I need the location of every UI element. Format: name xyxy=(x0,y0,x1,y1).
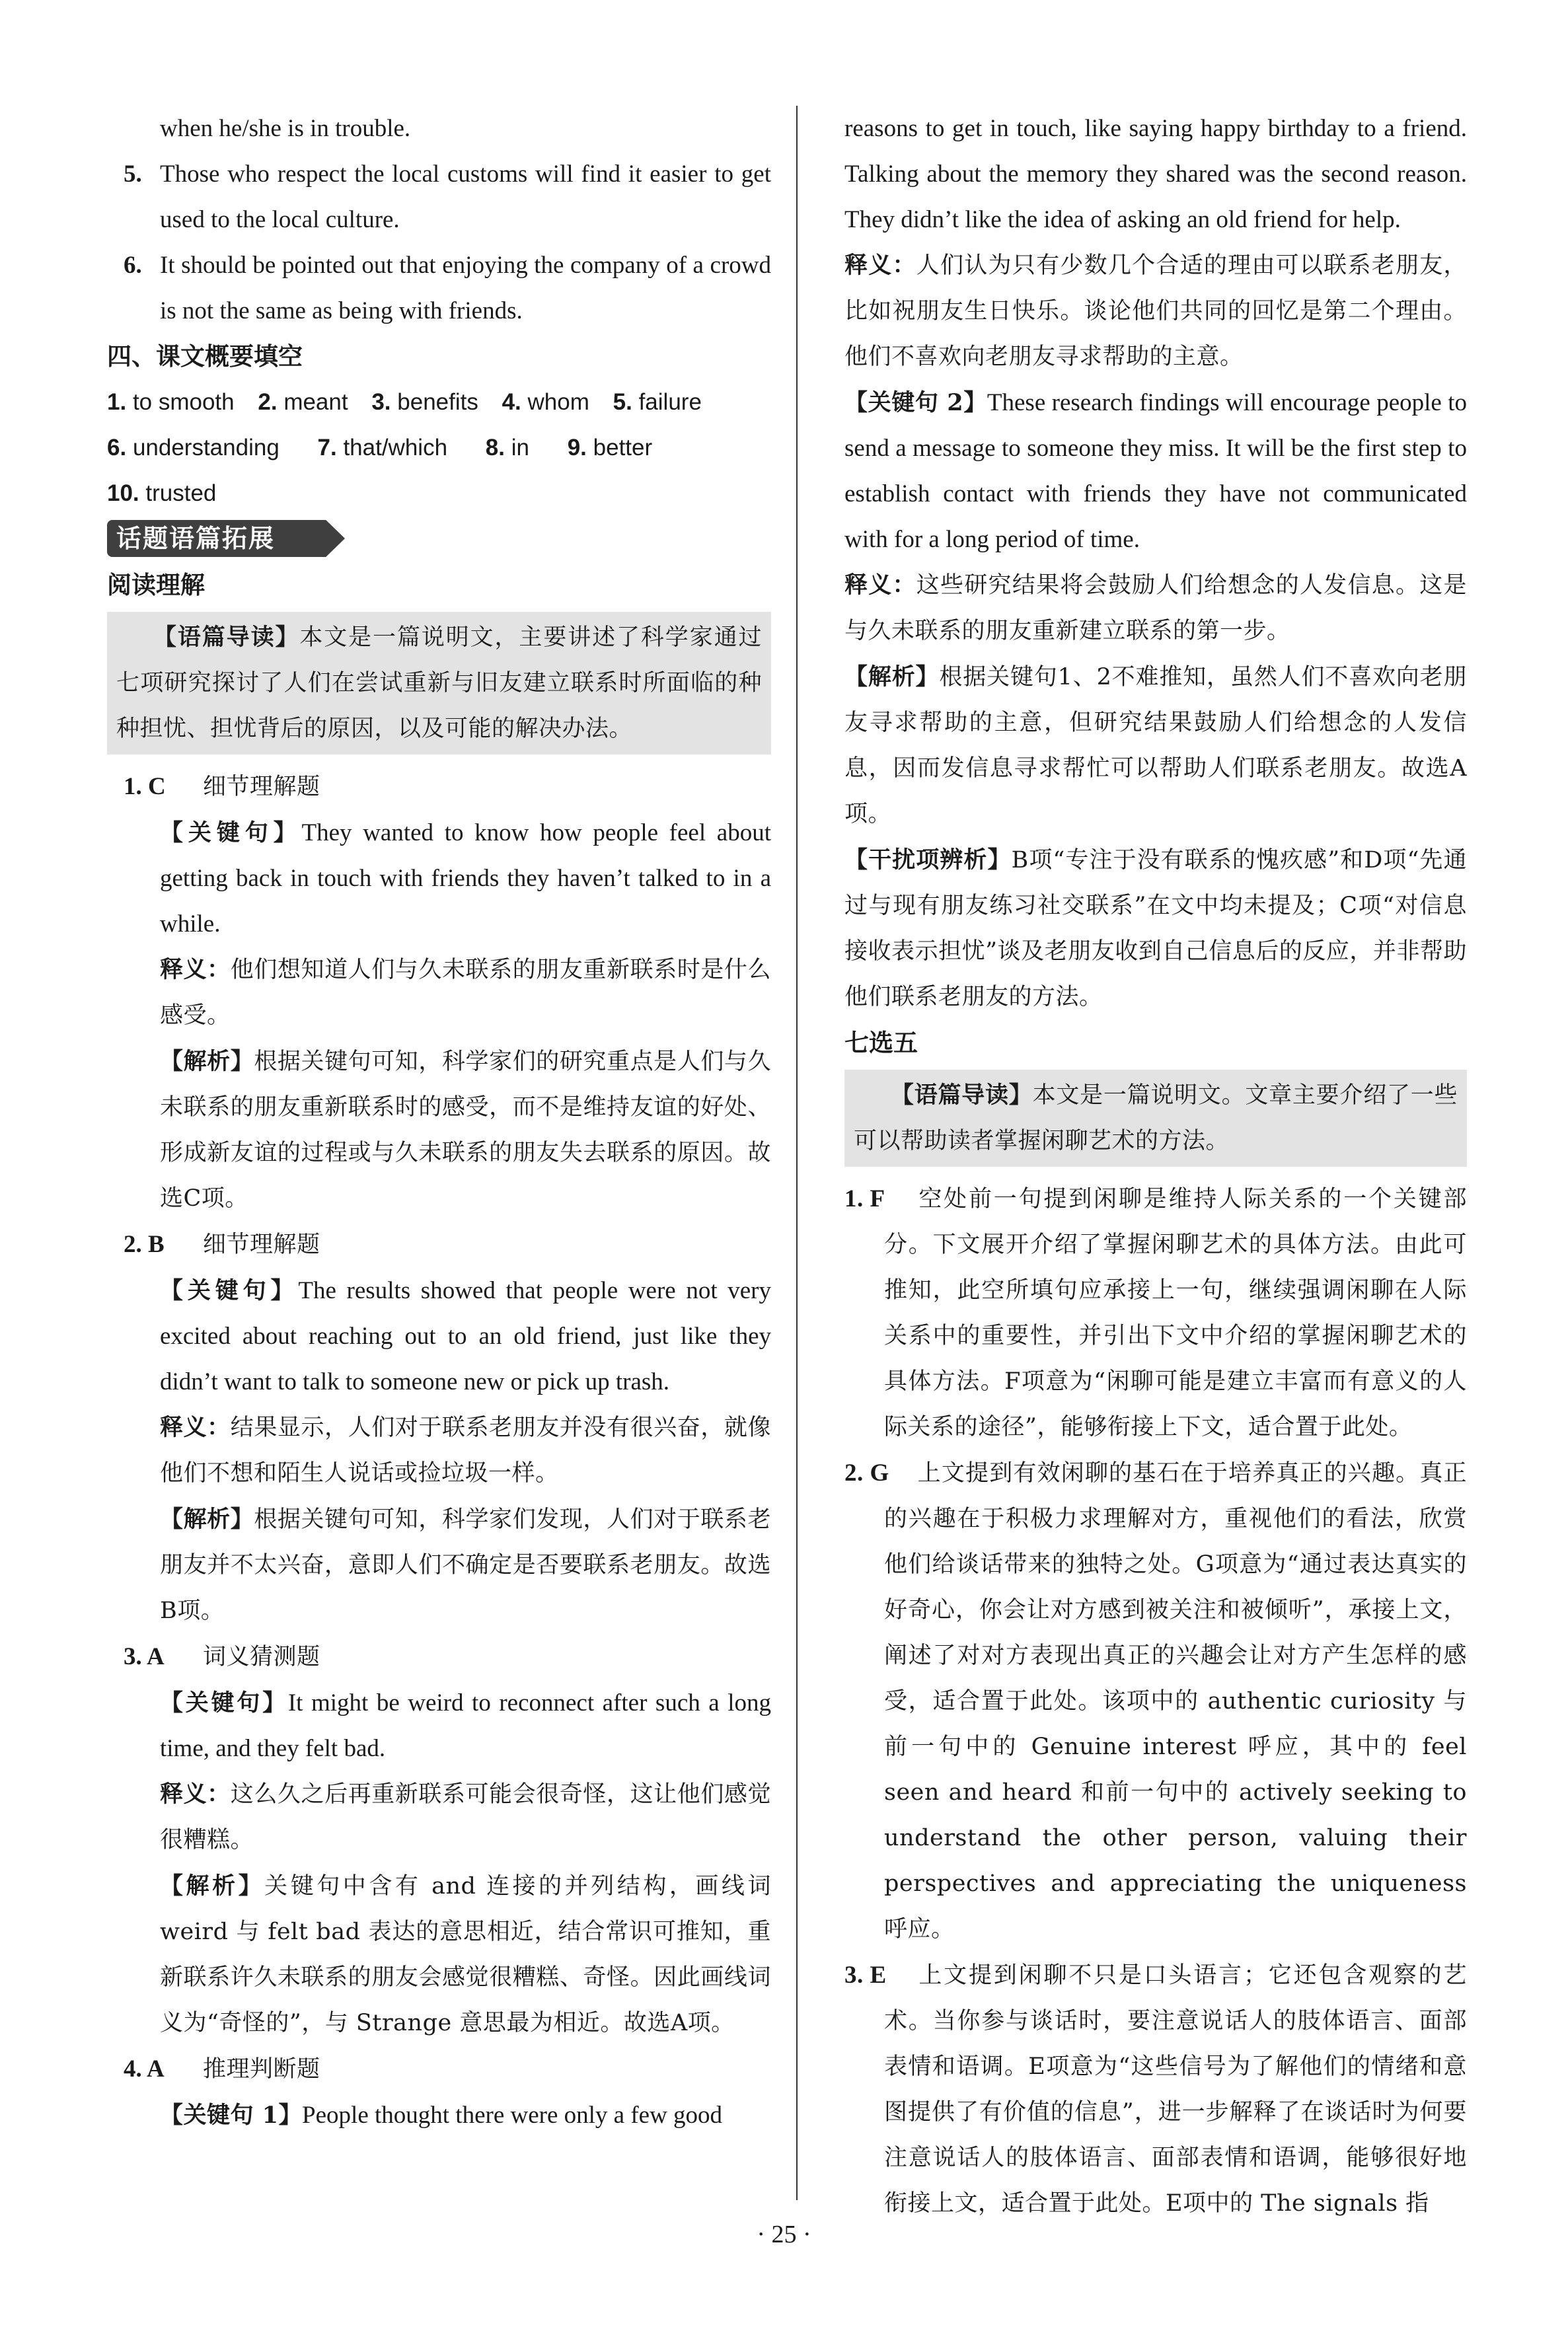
item-number: 5. xyxy=(124,161,142,188)
question-4-header: 4. A 推理判断题 xyxy=(124,2055,320,2083)
question-2-header: 2. B 细节理解题 xyxy=(124,1231,320,1258)
item-text: It should be pointed out that enjoying the company of a crowd is not the same as being with friends. xyxy=(160,252,771,324)
topic-banner xyxy=(107,520,300,557)
passage-guide: 【语篇导读】本文是一篇说明文。文章主要介绍了一些可以帮助读者掌握闲聊艺术的方法。 xyxy=(854,1082,1458,1154)
answer-item: 10. trusted xyxy=(107,480,217,506)
list-item-5 xyxy=(107,151,771,242)
column-divider xyxy=(796,106,798,2200)
page-number: · 25 · xyxy=(757,2221,811,2248)
key-sentence-1-continued: reasons to get in touch, like saying happy birthday to a friend. Talking about the memory they shared was the second reason. They didn’t like the idea of asking an old friend for help. xyxy=(844,115,1467,233)
paraphrase: 释义：这么久之后再重新联系可能会很奇怪，这让他们感觉很糟糕。 xyxy=(160,1781,771,1853)
cloze-answer-3: 3. E 上文提到闲聊不只是口头语言；它还包含观察的艺术。当你参与谈话时，要注意说话人的肢体语言、面部表情和语调。E项意为“这些信号为了解他们的情绪和意图提供了有价值的信息”，进一步解释了在谈话时为何要注意说话人的肢体语言、面部表情和语调，能够很好地衔接上文，适合置于此处。E项中的 The signals 指 xyxy=(844,1962,1467,2217)
paraphrase: 释义：人们认为只有少数几个合适的理由可以联系老朋友，比如祝朋友生日快乐。谈论他们共同的回忆是第二个理由。他们不喜欢向老朋友寻求帮助的主意。 xyxy=(844,252,1467,370)
paraphrase: 释义：结果显示，人们对于联系老朋友并没有很兴奋，就像他们不想和陌生人说话或捡垃圾一样。 xyxy=(160,1414,771,1487)
analysis: 【解析】关键句中含有 and 连接的并列结构，画线词 weird 与 felt bad 表达的意思相近，结合常识可推知，重新联系许久未联系的朋友会感觉很糟糕、奇怪。因此画线词义为“奇怪的”，与 Strange 意思最为相近。故选A项。 xyxy=(160,1872,771,2036)
banner-title: 话题语篇拓展 xyxy=(116,524,276,553)
passage-guide-box xyxy=(107,612,771,755)
paraphrase: 释义：他们想知道人们与久未联系的朋友重新联系时是什么感受。 xyxy=(160,956,771,1029)
section-heading: 阅读理解 xyxy=(107,571,205,599)
answer-row xyxy=(107,470,771,516)
item-text: Those who respect the local customs will find it easier to get used to the local culture. xyxy=(160,161,771,233)
text-line: when he/she is in trouble. xyxy=(160,115,411,142)
answer-row xyxy=(107,379,771,425)
cloze-answer-1: 1. F 空处前一句提到闲聊是维持人际关系的一个关键部分。下文展开介绍了掌握闲聊艺术的具体方法。由此可推知，此空所填句应承接上一句，继续强调闲聊在人际关系中的重要性，并引出下文中介绍的掌握闲聊艺术的具体方法。F项意为“闲聊可能是建立丰富而有意义的人际关系的途径”，能够衔接上下文，适合置于此处。 xyxy=(844,1185,1467,1440)
key-sentence-2: 【关键句 2】These research findings will encourage people to send a message to someone they miss. It will be the first step to establish contact with friends they have not communicated with for a long period of time. xyxy=(844,389,1467,553)
answer-item: 3. benefits xyxy=(371,389,478,415)
list-item-6 xyxy=(107,242,771,334)
answer-item: 9. better xyxy=(567,435,653,461)
section-heading: 四、课文概要填空 xyxy=(107,342,303,371)
analysis: 【解析】根据关键句可知，科学家们发现，人们对于联系老朋友并不太兴奋，意即人们不确定是否要联系老朋友。故选B项。 xyxy=(160,1506,771,1624)
section-heading: 七选五 xyxy=(844,1029,918,1057)
answer-item: 6. understanding xyxy=(107,435,280,461)
answer-item: 5. failure xyxy=(613,389,702,415)
question-1-header: 1. C 细节理解题 xyxy=(124,773,320,800)
right-column xyxy=(844,106,1467,2227)
answer-item: 2. meant xyxy=(258,389,348,415)
passage-guide-box xyxy=(844,1070,1467,1167)
paraphrase: 释义：这些研究结果将会鼓励人们给想念的人发信息。这是与久未联系的朋友重新建立联系的第一步。 xyxy=(844,572,1467,644)
answer-item: 1. to smooth xyxy=(107,389,235,415)
question-3-header: 3. A 词义猜测题 xyxy=(124,1643,320,1670)
answer-row xyxy=(107,425,771,470)
answer-item: 8. in xyxy=(485,435,529,461)
left-column xyxy=(107,106,771,2138)
key-sentence-1: 【关键句 1】People thought there were only a few good xyxy=(160,2102,723,2129)
key-sentence: 【关键句】The results showed that people were not very excited about reaching out to an old friend, just like they didn’t want to talk to someone new or pick up trash. xyxy=(160,1277,771,1395)
analysis: 【解析】根据关键句1、2不难推知，虽然人们不喜欢向老朋友寻求帮助的主意，但研究结果鼓励人们给想念的人发信息，因而发信息寻求帮忙可以帮助人们联系老朋友。故选A项。 xyxy=(844,663,1467,827)
answer-item: 7. that/which xyxy=(317,435,448,461)
distractor-analysis: 【干扰项辨析】B项“专注于没有联系的愧疚感”和D项“先通过与现有朋友练习社交联系”在文中均未提及；C项“对信息接收表示担忧”谈及老朋友收到自己信息后的反应，并非帮助他们联系老朋友的方法。 xyxy=(844,846,1467,1010)
answer-item: 4. whom xyxy=(502,389,589,415)
key-sentence: 【关键句】They wanted to know how people feel about getting back in touch with friends they haven’t talked to in a while. xyxy=(160,819,771,938)
passage-guide: 【语篇导读】本文是一篇说明文，主要讲述了科学家通过七项研究探讨了人们在尝试重新与旧友建立联系时所面临的种种担忧、担忧背后的原因，以及可能的解决办法。 xyxy=(116,624,762,742)
item-number: 6. xyxy=(124,252,142,279)
analysis: 【解析】根据关键句可知，科学家们的研究重点是人们与久未联系的朋友重新联系时的感受，而不是维持友谊的好处、形成新友谊的过程或与久未联系的朋友失去联系的原因。故选C项。 xyxy=(160,1048,771,1212)
cloze-answer-2: 2. G 上文提到有效闲聊的基石在于培养真正的兴趣。真正的兴趣在于积极力求理解对方，重视他们的看法，欣赏他们给谈话带来的独特之处。G项意为“通过表达真实的好奇心，你会让对方感到被关注和被倾听”，承接上文，阐述了对对方表现出真正的兴趣会让对方产生怎样的感受，适合置于此处。该项中的 authentic curiosity 与前一句中的 Genuine interest 呼应，其中的 feel seen and heard 和前一句中的 actively seeking to understand the other person, valuing their perspectives and appreciating the uniqueness 呼应。 xyxy=(844,1459,1467,1942)
key-sentence: 【关键句】It might be weird to reconnect after such a long time, and they felt bad. xyxy=(160,1689,771,1762)
